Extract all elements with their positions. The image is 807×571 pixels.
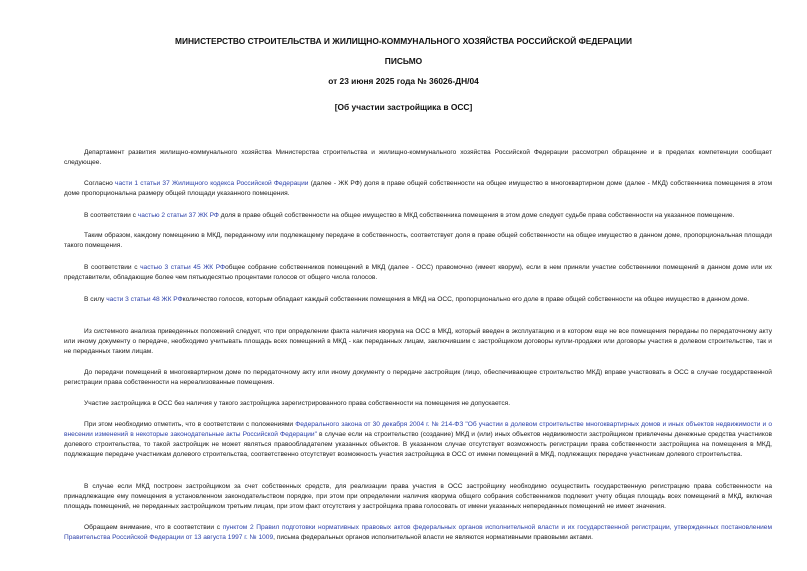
paragraph-intro — [64, 148, 772, 168]
document-type: ПИСЬМО — [384, 56, 423, 66]
document-subject: [Об участии застройщика в ОСС] — [334, 102, 473, 112]
link-zhk-article-45-part-3[interactable]: частью 3 статьи 45 ЖК РФ — [140, 263, 226, 271]
paragraph-system-analysis — [64, 327, 772, 357]
link-zhk-article-37-part-2[interactable]: частью 2 статьи 37 ЖК РФ — [137, 211, 219, 219]
link-federal-law-214-fz[interactable]: Федерального закона от 30 декабря 2004 г. № 214-ФЗ "Об участии в долевом строительстве многоквартирных домов и иных объектов недвижимости и о внесении изменений в некоторые законодательные акты Российской Федерации" — [64, 420, 773, 438]
paragraph-article-37-part-1 — [64, 179, 772, 199]
paragraph-developer-participation — [64, 368, 772, 388]
paragraph-text: (далее - ЖК РФ) доля в праве общей собственности на общее имущество в многоквартирном доме (далее - МКД) собственника помещения в этом доме пропорциональна размеру общей площади указанного помещения. — [64, 179, 772, 197]
paragraph-text: в случае если на строительство (создание) МКД и (или) иных объектов недвижимости застройщиком привлечены денежные средства участников долевого строительства, то такой застройщик не может являться правообладателем указанных объектов. В указанном случае отсутствует возможность регистрации права собственности застройщика на помещения в МКД, подлежащие передаче участникам долевого строительства, соответственно отсутствует возможность участия застройщика в ОСС от имени помещений в МКД, подлежащих передаче участникам долевого строительства. — [64, 430, 772, 458]
paragraph-article-48 — [64, 295, 772, 305]
paragraph-text: В силу — [84, 295, 107, 303]
paragraph-text: Участие застройщика в ОСС без наличия у такого застройщика зарегистрированного права собственности на помещения не допускается. — [84, 399, 511, 407]
paragraph-federal-law-214 — [64, 420, 772, 460]
paragraph-text: доля в праве общей собственности на общее имущество в МКД собственника помещения в этом доме следует судьбе права собственности на указанное помещение. — [218, 211, 735, 219]
link-zhk-article-48-part-3[interactable]: части 3 статьи 48 ЖК РФ — [106, 295, 183, 303]
paragraph-text: , письма федеральных органов исполнительной власти не являются нормативными правовыми актами. — [273, 533, 593, 541]
paragraph-text: Таким образом, каждому помещению в МКД, переданному или подлежащему передаче в собственность, соответствует доля в праве общей собственности на общее имущество в данном доме, пропорциональная площади такого помещения. — [64, 231, 772, 249]
paragraph-text: В случае если МКД построен застройщиком за счет собственных средств, для реализации права участия в ОСС застройщику необходимо осуществить государственную регистрацию права собственности на принадлежащие ему помещения в установленном законодательством порядке, при этом при определении наличия кворума общего собрания собственников подлежит учету общая площадь всех помещений в МКД, включая площадь помещений, не переданных застройщиком третьим лицам, при этом факт отсутствия у застройщика права голосовать от имени указанных непереданных помещений не имеет значения. — [64, 482, 772, 510]
paragraph-text: В соответствии с — [84, 211, 138, 219]
paragraph-text: Департамент развития жилищно-коммунального хозяйства Министерства строительства и жилищно-коммунального хозяйства Российской Федерации рассмотрел обращение и в пределах компетенции сообщает следующее. — [64, 148, 772, 166]
paragraph-text: Из системного анализа приведенных положений следует, что при определении факта наличия кворума на ОСС в МКД, который введен в эксплуатацию и в котором еще не все помещения переданы по передаточному акту или иному документу о передаче, необходимо учитывать площадь всех помещений в МКД - как переданных лицам, заключившим с застройщиком договоры купли-продажи или договоры участия в долевом строительстве, так и не переданных таким лицам. — [64, 327, 772, 355]
ministry-heading: МИНИСТЕРСТВО СТРОИТЕЛЬСТВА И ЖИЛИЩНО-КОММУНАЛЬНОГО ХОЗЯЙСТВА РОССИЙСКОЙ ФЕДЕРАЦИИ — [175, 36, 632, 46]
paragraph-text: Согласно — [84, 179, 116, 187]
paragraph-text: Обращаем внимание, что в соответствии с — [84, 523, 223, 531]
paragraph-text: До передачи помещений в многоквартирном доме по передаточному акту или иному документу о передаче застройщик (лицо, обеспечивающее строительство МКД) вправе участвовать в ОСС в случае государственной регистрации права собственности на нереализованные помещения. — [64, 368, 772, 386]
paragraph-article-37-part-2 — [64, 211, 772, 221]
paragraph-text: общее собрание собственников помещений в МКД (далее - ОСС) правомочно (имеет кворум), если в нем приняли участие собственники помещений в данном доме или их представители, обладающие более чем пятьюдесятью процентами голосов от общего числа голосов. — [64, 263, 772, 281]
paragraph-article-45 — [64, 263, 772, 283]
paragraph-no-registration — [64, 399, 772, 409]
link-government-decree-1009[interactable]: пунктом 2 Правил подготовки нормативных правовых актов федеральных органов исполнительной власти и их государственной регистрации, утвержденных постановлением Правительства Российской Федерации от 13 августа 1997 г. № 1009 — [64, 523, 772, 541]
link-zhk-article-37-part-1[interactable]: части 1 статьи 37 Жилищного кодекса Российской Федерации — [115, 179, 309, 187]
paragraph-text: При этом необходимо отметить, что в соответствии с положениями — [84, 420, 296, 428]
paragraph-share-per-premises — [64, 231, 772, 251]
paragraph-text: количество голосов, которым обладает каждый собственник помещения в МКД на ОСС, пропорционально его доле в праве общей собственности на общее имущество в данном доме. — [182, 295, 750, 303]
paragraph-text: В соответствии с — [84, 263, 141, 271]
paragraph-not-normative — [64, 523, 772, 543]
document-date-number: от 23 июня 2025 года № 36026-ДН/04 — [328, 76, 479, 86]
paragraph-own-funds — [64, 482, 772, 512]
